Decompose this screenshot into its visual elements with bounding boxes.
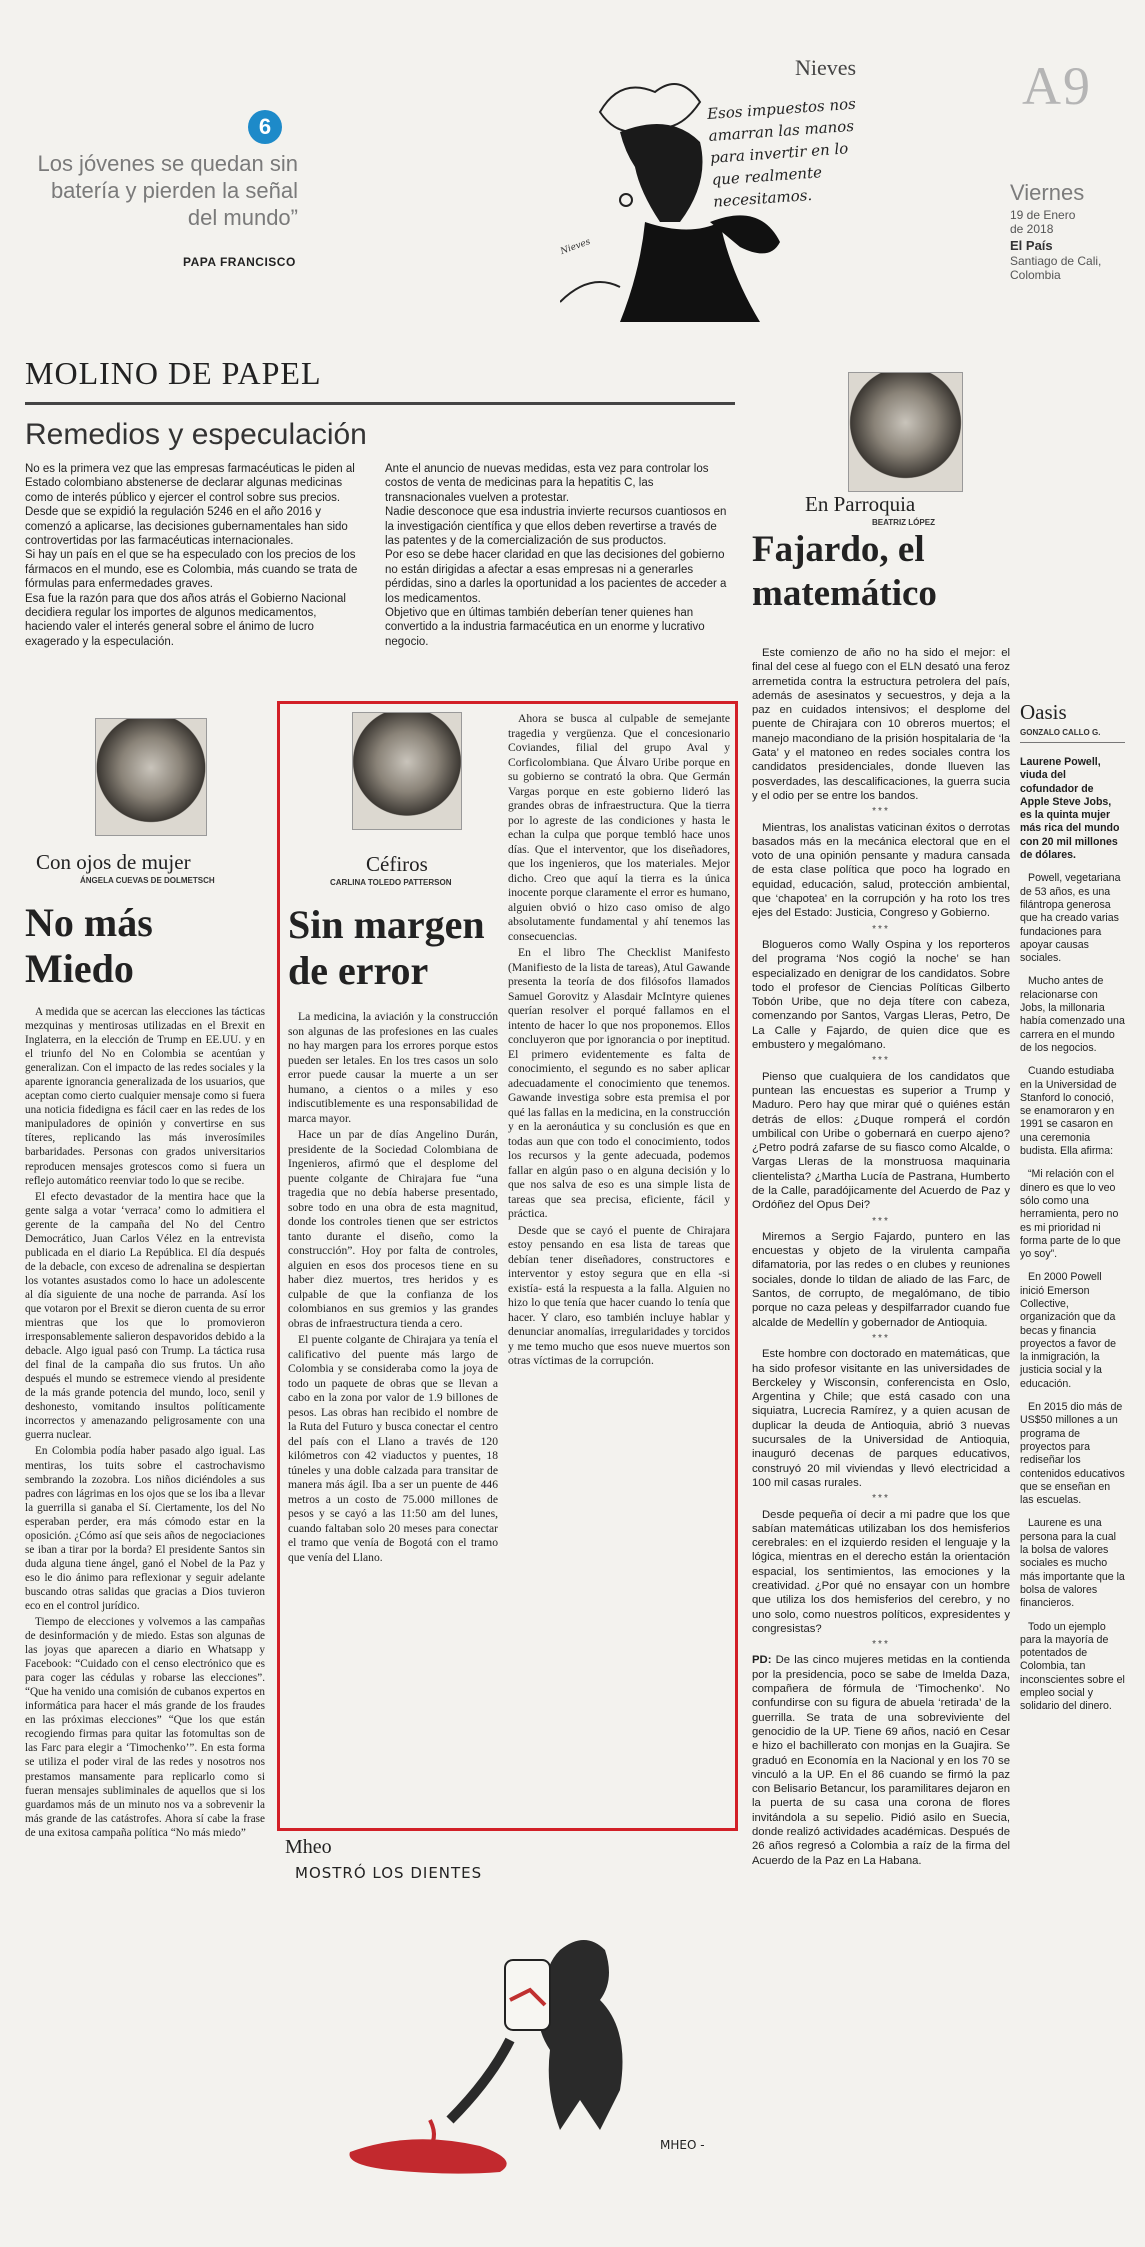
newspaper-name: El País (1010, 238, 1053, 253)
parroquia-author: BEATRIZ LÓPEZ (872, 518, 935, 527)
author-photo-angela (95, 718, 207, 836)
mheo-cartoon (330, 1890, 740, 2180)
issue-day: Viernes (1010, 180, 1085, 205)
separator: *** (872, 806, 890, 818)
top-cartoon (560, 72, 920, 334)
cefiros-paragraph: En el libro The Checklist Manifesto (Manifiesto de la lista de tareas), Atul Gawande presenta la teoría de dos filósofos llamados Samuel Gorovitz y Alasdair McIntyre quienes querían resolver el porqué fallamos en el intento de hacer lo que nos proponemos. Ellos concluyeron que por ignorancia o por ineptitud. El primero evidentemente es falta de conocimiento, el segundo es no saber aplicar adecuadamente el conocimiento que tenemos. Gawande investiga sobre esta premisa el por qué las fallas en la medicina, en la construcción y en la aeronáutica y su conclusión es que en todas aun que con todo el conocimiento, todos los recursos y la gente adecuada, podemos fallar en algún paso o en alguna decisión y lo que nos salva de eso es una simple lista de tareas que sea precisa, eficiente, fácil y práctica. (508, 946, 730, 1220)
cefiros-paragraph: Ahora se busca al culpable de semejante tragedia y vergüenza. Que el concesionario Coviandes, filial del grupo Aval y Corficolombiana. Que Álvaro Uribe porque en su gobierno se contrató la obra. Que Germán Vargas porque en este gobierno lideró las grandes obras de infraestructura. Que la tierra por lo agreste de las condiciones y hasta le echan la culpa que porque tembló hace unos días. Que el interventor, que los diseñadores, que los ingenieros, que los materiales. Mejor dicho. Creo que aquí la tierra es la única inocente porque claramente el error es humano, alguien obvió o hizo caso omiso de algo absolutamente fundamental y ahí tenemos las consecuencias. (508, 712, 730, 943)
issue-city: Santiago de Cali, Colombia (1010, 254, 1102, 282)
oasis-paragraph: Cuando estudiaba en la Universidad de Stanford lo conoció, se enamoraron y en 1991 se casaron en una ceremonia budista. Ella afirma: (1020, 1065, 1117, 1158)
oasis-paragraph: Todo un ejemplo para la mayoría de potentados de Colombia, tan inconscientes sobre el empleo social y solidario del dinero. (1020, 1620, 1125, 1713)
pd-text: De las cinco mujeres metidas en la contienda por la presidencia, poco se sabe de Imelda Daza, compañera de fórmula de ‘Timochenko’. No confundirse con su figura de abuela ‘retirada’ de la guerrilla. Se trata de una sobreviviente del genocidio de la UP. Tiene 69 años, nació en Cesar e hizo el bachillerato con monjas en la Guajira. Se graduó en Economía en la Nacional y en los 70 se vinculó a la UP. En el 86 cuando se firmó la paz con Belisario Betancur, los paramilitares dejaron en la puerta de su casa una corona de flores invitándola a su sepelio. Pidió asilo en Suecia, donde realizó actividades académicas. Después de 26 años regresó a Colombia a raíz de la firma del Acuerdo de la Paz en La Habana. (752, 1654, 1011, 1867)
oasis-author: GONZALO CALLO G. (1020, 728, 1101, 737)
parroquia-paragraph: Este hombre con doctorado en matemáticas, que ha sido profesor visitante en las universidades de Berckeley y Wisconsin, conferencista en Oslo, Argentina y Chile; que está casado con una siquiatra, Lucrecia Ramírez, y a quien acusan de duplicar la deuda de Antioquia, abrió 3 nuevas sucursales de la Universidad de Antioquia, inauguró decenas de parques educativos, construyó 20 mil viviendas y llevó electricidad a 100 mil casas rurales. (752, 1348, 1010, 1489)
cefiros-paragraph: Desde que se cayó el puente de Chirajara estoy pensando en esa lista de tareas que debían tener diseñadores, constructores e interventor y estoy segura que en ella -si existía- está la respuesta a la falla. Alguien no hizo lo que tenía que hacer cuando lo tenía que hacer. Y claro, eso también incluye hablar y denunciar anomalías, irregularidades y torcidos y me temo mucho que esos nueve muertos son otras víctimas de la corrupción. (508, 1223, 730, 1367)
issue-date: 19 de Enero de 2018 (1010, 208, 1076, 236)
author-photo-carlina (352, 712, 462, 830)
cefiros-paragraph: La medicina, la aviación y la construcción son algunas de las profesiones en las cuales no hay margen para los errores porque estos pueden ser letales. En los tres casos un solo error puede causar la muerte a un ser humano, a cientos o a miles y eso indiscutiblemente es una responsabilidad de marca mayor. (288, 1010, 498, 1125)
pd-label: PD: (752, 1654, 772, 1667)
quote-text: Los jóvenes se quedan sin batería y pierden la señal del mundo” (37, 151, 298, 230)
oasis-column-name: Oasis (1020, 700, 1067, 724)
oasis-paragraph: Mucho antes de relacionarse con Jobs, la millonaria había comenzado una carrera en el mundo de los negocios. (1020, 975, 1125, 1054)
miedo-body (25, 1005, 265, 1842)
oasis-lead: Laurene Powell, viuda del cofundador de Apple Steve Jobs, es la quinta mujer más rica del mundo con 20 mil millones de dólares. (1020, 756, 1120, 862)
parroquia-paragraph: Este comienzo de año no ha sido el mejor: el final del cese al fuego con el ELN desató una feroz arremetida contra la estructura petrolera del país, además de asesinatos y secuestros, y deja a la paz en cuidados intensivos; el desplome del puente de Chirajara con 10 obreros muertos; el manejo macondiano de la prisión hospitalaria de ‘la Gata’ y el matoneo en redes sociales contra los candidatos presidenciales, donde llueven las posverdades, las descalificaciones, la guerra sucia y el odio per se entre los bandos. (752, 647, 1010, 802)
parroquia-paragraph: Mientras, los analistas vaticinan éxitos o derrotas basados más en la mecánica electoral que en el voto de una opinión pensante y madura cansada de esta clase política que poco ha logrado en equidad, educación, salud, protección ambiental, que ‘chapotea’ en la corrupción y ha roto los tres ejes del Estado: Justicia, Congreso y Gobierno. (752, 821, 1010, 920)
quote-mark-glyph: 6 (258, 114, 272, 139)
parroquia-body (752, 646, 1010, 1870)
mheo-caption: MOSTRÓ LOS DIENTES (295, 1864, 483, 1882)
editorial-rule (25, 402, 735, 405)
oasis-body (1020, 756, 1125, 1714)
cefiros-col-1 (288, 1010, 498, 1567)
oasis-paragraph: En 2000 Powell inició Emerson Collective, organización que da becas y financia proyectos a favor de la inmigración, la justicia social y la educación. (1020, 1271, 1116, 1390)
parroquia-title: Fajardo, el matemático (752, 529, 937, 614)
editorial-col-2: Ante el anuncio de nuevas medidas, esta vez para controlar los costos de venta de medicinas para la hepatitis C, las transnacionales vuelven a protestar. Nadie desconoce que esa industria invierte recursos cuantiosos en la investigación científica y que ellos deben revertirse a través de las patentes y de la comercialización de sus productos. Por eso se debe hacer claridad en que las decisiones del gobierno no están dirigidas a afectar a esas empresas ni a generarles pérdidas, sino a darles la oportunidad a los pacientes de acceder a los medicamentos. Objetivo que en últimas también deberían tener quienes han convertido a la industria farmacéutica en un enorme y lucrativo negocio. (385, 463, 727, 648)
miedo-author: ÁNGELA CUEVAS DE DOLMETSCH (80, 876, 215, 885)
separator: *** (872, 1055, 890, 1067)
parroquia-paragraph: Miremos a Sergio Fajardo, puntero en las encuestas y objeto de la virulenta campaña difamatoria, por las redes o en clubes y reuniones sociales, donde lo tildan de aliado de las Farc, de Santos, de corrupto, de megalómano, de tibio porque no caza peleas y despilfarrador cuando fue alcalde de Medellín y gobernador de Antioquia. (752, 1230, 1010, 1329)
quote-author: PAPA FRANCISCO (183, 255, 296, 269)
mheo-signature: MHEO - (660, 2138, 705, 2152)
separator: *** (872, 923, 890, 935)
separator: *** (872, 1639, 890, 1651)
cefiros-col-2 (508, 712, 730, 1371)
parroquia-column-name: En Parroquia (805, 492, 916, 516)
miedo-paragraph: El efecto devastador de la mentira hace que la gente salga a votar ‘verraca’ como lo admitiera el gerente de la campaña del No del Centro Democrático, Juan Carlos Vélez en la entrevista publicada en el diario La República. El día después de la debacle, con exceso de adrenalina se despiertan los votantes asustados como lo hace un adolescente al día siguiente de una noche de parranda. Así los que votaron por el Brexit se dieron cuenta de su error mientras que los que lo promovieron irresponsablemente salieron despavoridos debido a la debacle. Algo igual pasó con Trump. La táctica rusa del final de la campaña dio sus frutos. Un año después el mundo se estremece viendo al presidente de la más grande potencia del mundo, loco, senil y deshonesto, vomitando insultos políticamente incorrectos y amenazando peligrosamente con una guerra nuclear. (25, 1190, 265, 1442)
cefiros-paragraph: Hace un par de días Angelino Durán, presidente de la Sociedad Colombiana de Ingenieros, afirmó que el desplome del puente colgante de Chirajara fue “una tragedia que no debía haberse presentado, sobre todo en una obra de esta magnitud, donde los controles tienen que ser estrictos tanto durante el diseño, como la construcción”. Hoy por falta de controles, alguien en esos dos procesos tiene en su haber diez muertos, tres heridos y es culpable de que la confianza de los colombianos en sus gremios y las grandes obras de infraestructura tienda a cero. (288, 1128, 498, 1330)
parroquia-paragraph: Desde pequeña oí decir a mi padre que los que sabían matemáticas utilizaban los dos hemisferios cerebrales: en el izquierdo residen el lenguaje y la lógica, mientras en el derecho están la orientación espacial, los sentimientos, las emociones y la creatividad. ¿Por qué no ensayar con un hombre que utiliza los dos hemisferios del cerebro, y no uno solo, como nuestros políticos, expresidentes y congresistas? (752, 1508, 1010, 1635)
separator: *** (872, 1493, 890, 1505)
gorilla-figure-illustration (330, 1890, 740, 2180)
section-name: Nieves (795, 55, 857, 80)
cefiros-author: CARLINA TOLEDO PATTERSON (330, 878, 452, 887)
mheo-column-name: Mheo (285, 1836, 332, 1858)
parroquia-paragraph: Pienso que cualquiera de los candidatos que puntean las encuestas es superior a Trump y Maduro. Pero hay que mirar qué o quiénes están detrás de ellos: ¿Duque romperá el cordón umbilical con Uribe o gobernará en cuerpo ajeno? ¿Petro podrá zafarse de su fiasco como Alcalde, o Vargas Lleras de la monstruosa maquinaria clientelista? ¿Martha Lucía de Pastrana, Humberto de la Calle, paradójicamente del Acuerdo de Paz y Ordóñez del Opus Dei? (752, 1070, 1010, 1212)
parroquia-pd (752, 1653, 1010, 1867)
separator: *** (872, 1215, 890, 1227)
author-photo-beatriz (848, 372, 963, 492)
quote-mark-icon (248, 110, 282, 144)
oasis-paragraph: “Mi relación con el dinero es que lo veo sólo como una herramienta, pero no es mi prioridad ni forma parte de lo que yo soy”. (1020, 1168, 1121, 1261)
separator: *** (872, 1332, 890, 1344)
oasis-paragraph: En 2015 dio más de US$50 millones a un programa de proyectos para rediseñar los contenidos educativos que se enseñan en las escuelas. (1020, 1401, 1125, 1507)
cartoon-caption: Esos impuestos nos amarran las manos para invertir en lo que realmente necesitamos. (706, 94, 857, 211)
miedo-paragraph: Tiempo de elecciones y volvemos a las campañas de desinformación y de miedo. Estas son algunas de las joyas que aparecen a diario en Whatsapp y Facebook: “Cuidado con el censo electrónico que es para coger las cédulas y robarse las elecciones”. “Que ha venido una comisión de cubanos expertos en informática para hacer el más grande de los fraudes en las próximas elecciones” “Que los que están recogiendo firmas para quitar las fotomultas son de las Farc para elegir a ‘Timochenko’”. En esta forma se utiliza el poder viral de las redes y nosotros nos prestamos mansamente para replicarlo como si fueran mensajes subliminales de aquellos que si los guardamos más de un minuto nos va a sobrevenir la más grande de las catástrofes. Ahora sí cabe la frase de una exitosa campaña política “No más miedo” (25, 1616, 265, 1839)
cefiros-title: Sin margen de error (288, 902, 485, 993)
cefiros-paragraph: El puente colgante de Chirajara ya tenía el calificativo del puente más largo de Colombia y se consideraba como la joya de todo un paquete de obras que se llevan a cabo en la zona por valor de 1.9 billones de pesos. Las obras han recibido el nombre de la Ruta del Futuro y busca conectar el centro del país con el Llano a través de 120 kilómetros con 42 viaductos y puentes, 18 túneles y una doble calzada para transitar de manera más ágil. Iba a ser un puente de 446 metros a un costo de 75.000 millones de pesos y se cayó a las 11:50 am del lunes, cuando faltaban solo 20 meses para conectar el tramo que venía de Bogotá con el tramo que venía del Llano. (288, 1333, 498, 1564)
miedo-paragraph: A medida que se acercan las elecciones las tácticas mezquinas y mentirosas utilizadas en el Brexit en Inglaterra, en la elección de Trump en EE.UU. y en el triunfo del No en Colombia se acentúan y generalizan. Con el impacto de las redes sociales y la aparente ignorancia generalizada de los usuarios, que aceptan como cierto cualquier mensaje como si fuera una noticia fidedigna es fácil caer en las redes de los manipuladores de opinión y convertirse en sus títeres, replicando las más inverosímiles barbaridades. Personas con grados universitarios reproducen mensajes grotescos como si fuera un reflejo automático reenviar todo lo que se recibe. (25, 1006, 265, 1187)
oasis-paragraph: Laurene es una persona para la cual la bolsa de valores sociales es mucho más importante que la bolsa de valores financieros. (1020, 1517, 1125, 1610)
page-number: A9 (1022, 56, 1092, 116)
editorial-col-1: No es la primera vez que las empresas farmacéuticas le piden al Estado colombiano abstenerse de declarar algunas medicinas como de interés público y ejercer el control sobre sus precios. Desde que se expidió la regulación 5246 en el año 2016 y comenzó a aplicarse, las decisiones gubernamentales han sido controvertidas por las farmacéuticas internacionales. Si hay un país en el que se ha especulado con los precios de los fármacos en el mundo, ese es Colombia, más cuando se trata de fórmulas para enfermedades graves. Esa fue la razón para que dos años atrás el Gobierno Nacional decidiera regular los importes de algunos medicamentos, haciendo valer el interés general sobre el ánimo de lucro exagerado y la especulación. (25, 463, 358, 648)
oasis-rule (1020, 742, 1125, 743)
editorial-section-title: MOLINO DE PAPEL (25, 355, 322, 391)
oasis-paragraph: Powell, vegetariana de 53 años, es una filántropa generosa que ha creado varias fundaciones para apoyar causas sociales. (1020, 872, 1121, 965)
miedo-column-name: Con ojos de mujer (36, 850, 191, 874)
miedo-title: No más Miedo (25, 900, 153, 991)
editorial-title: Remedios y especulación (25, 418, 367, 451)
parroquia-paragraph: Blogueros como Wally Ospina y los reporteros del programa ‘Nos cogió la noche’ se han especializado en denigrar de los candidatos. Sobre todo el profesor de Ciencias Políticas Gilberto Tobón Uribe, que no deja títere con cabeza, comenzando por Santos, Vargas Lleras, Petro, De La Calle y Fajardo, de quien dice que es embustero y megalómano. (752, 938, 1010, 1052)
cefiros-column-name: Céfiros (366, 852, 428, 876)
miedo-paragraph: En Colombia podía haber pasado algo igual. Las mentiras, los tuits sobre el castrochavismo sembrando la zozobra. Los niños diciéndoles a sus padres con lágrimas en los ojos que se los iba a llevar la guerrilla si ganaba el Sí. Ciertamente, los del No esperaban perder, era más cómodo estar en la oposición. ¿Cómo así que seis años de negociaciones se iban a tirar por la borda? El presidente Santos sin duda alguna tiene ángel, ganó el Nobel de la Paz y eso le dio ánimo para reflexionar y seguir adelante buscando otras salidas que gracias a Dios tuvieron eco en el control jurídico. (25, 1445, 265, 1612)
cartoon-signature: Nieves (559, 236, 592, 258)
